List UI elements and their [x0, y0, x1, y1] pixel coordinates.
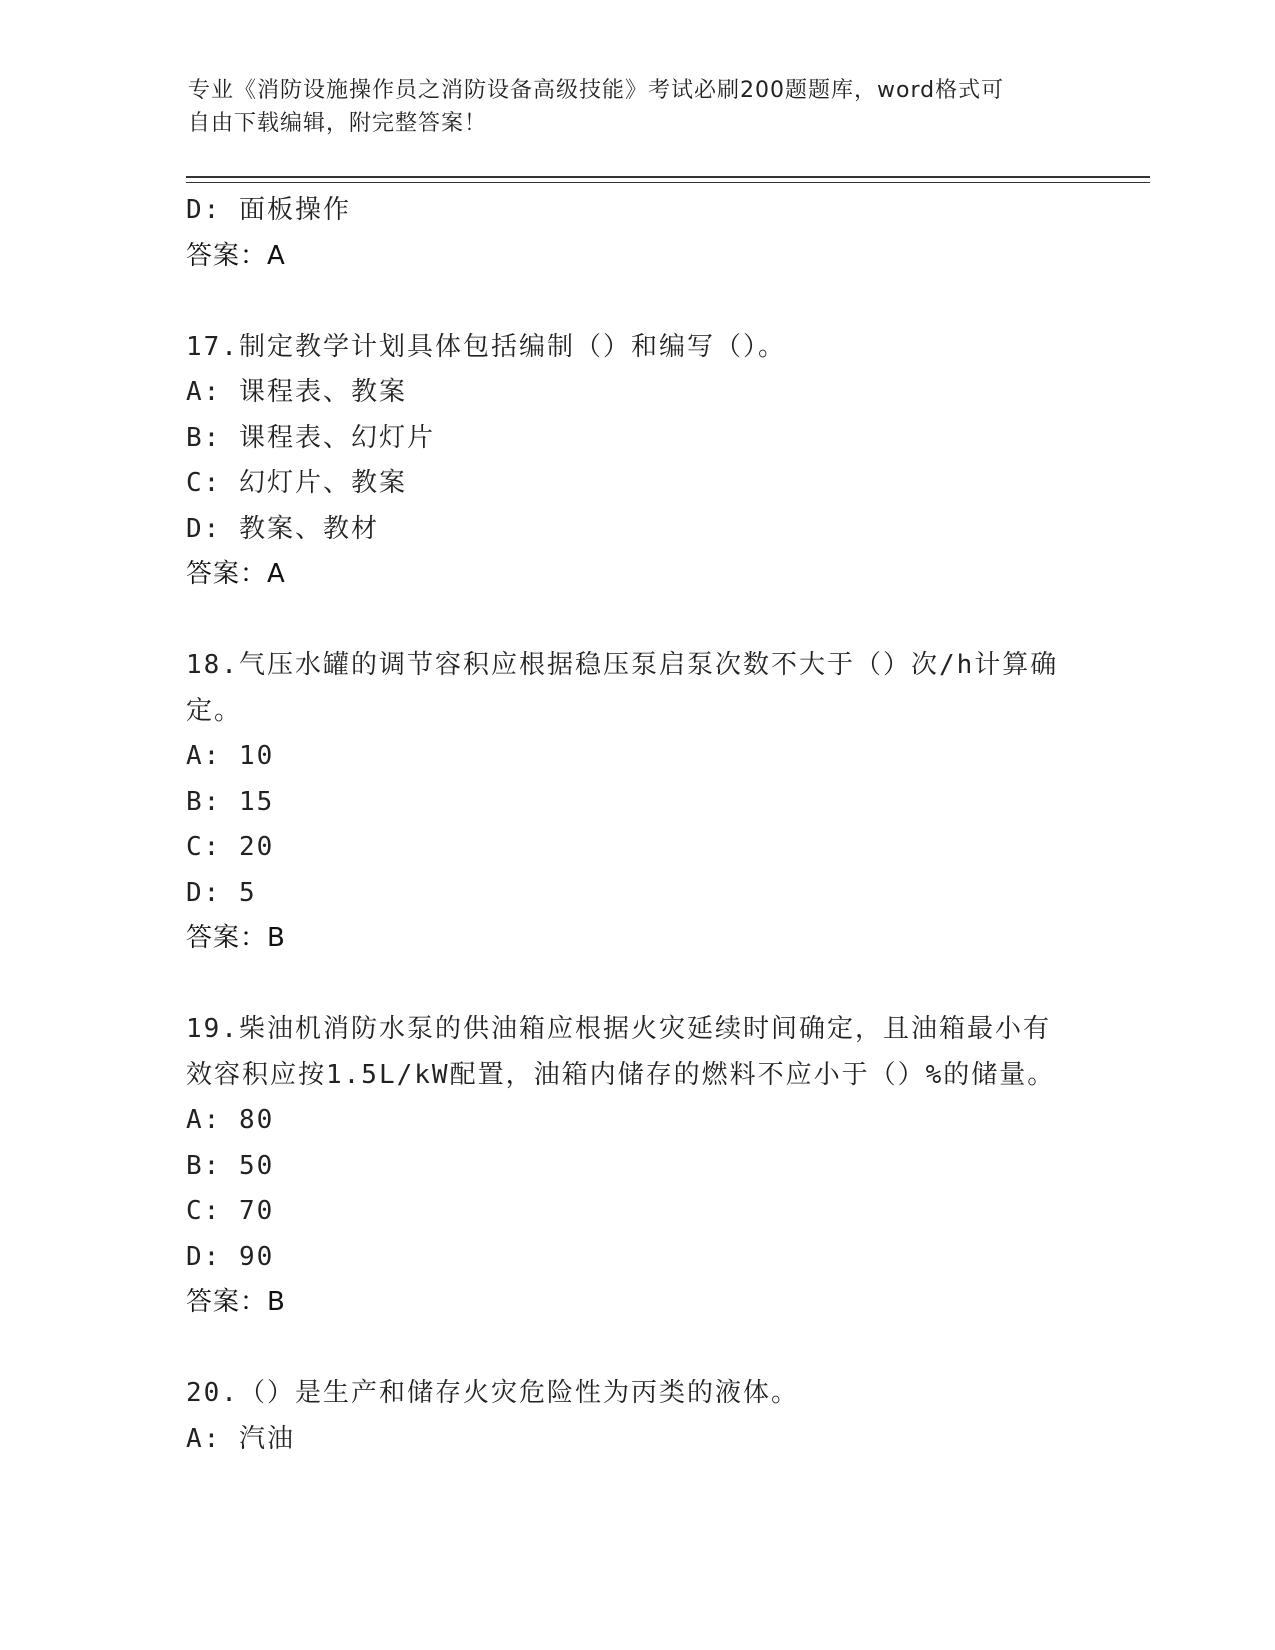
question-text: 20.（）是生产和储存火灾危险性为丙类的液体。: [186, 1378, 799, 1408]
spacer: [186, 1326, 1086, 1372]
header-divider-top: [186, 176, 1150, 178]
header-title-line-1: 专业《消防设施操作员之消防设备高级技能》考试必刷200题题库，word格式可: [188, 78, 1005, 103]
answer-line: 答案：A: [186, 559, 286, 589]
option-b: B: 课程表、幻灯片: [186, 422, 435, 453]
question-text: 18.气压水罐的调节容积应根据稳压泵启泵次数不大于（）次/h计算确: [186, 650, 1059, 680]
document-header: [188, 74, 1068, 140]
spacer: [186, 279, 1086, 325]
answer-line: 答案：B: [186, 923, 286, 953]
option-c: C: 幻灯片、教案: [186, 468, 407, 498]
option-a: A: 10: [186, 741, 275, 771]
question-20: [186, 1371, 1086, 1462]
option-a: A: 课程表、教案: [186, 377, 407, 407]
question-text: 19.柴油机消防水泵的供油箱应根据火灾延续时间确定，且油箱最小有: [186, 1014, 1051, 1044]
option-d: D: 5: [186, 877, 257, 908]
option-b: B: 50: [186, 1150, 275, 1181]
question-text: 17.制定教学计划具体包括编制（）和编写（）。: [186, 331, 786, 362]
header-divider-bottom: [186, 182, 1150, 183]
spacer: [186, 598, 1086, 644]
option-a: A: 汽油: [186, 1423, 295, 1454]
spacer: [186, 962, 1086, 1008]
question-17: [186, 325, 1086, 598]
question-list: [186, 188, 1086, 1462]
answer-line: 答案：A: [186, 240, 286, 271]
question-18: [186, 643, 1086, 962]
answer-line: 答案：B: [186, 1287, 286, 1317]
question-text-continued: 效容积应按1.5L/kW配置，油箱内储存的燃料不应小于（）%的储量。: [186, 1059, 1056, 1090]
option-d: D: 教案、教材: [186, 513, 379, 544]
option-c: C: 70: [186, 1196, 275, 1226]
option-d: D: 面板操作: [186, 195, 351, 225]
option-c: C: 20: [186, 832, 275, 862]
option-b: B: 15: [186, 786, 275, 817]
question-19: [186, 1007, 1086, 1326]
option-d: D: 90: [186, 1241, 275, 1272]
header-title-line-2: 自由下载编辑，附完整答案！: [188, 111, 488, 136]
option-a: A: 80: [186, 1105, 275, 1135]
question-text-continued: 定。: [186, 695, 243, 726]
